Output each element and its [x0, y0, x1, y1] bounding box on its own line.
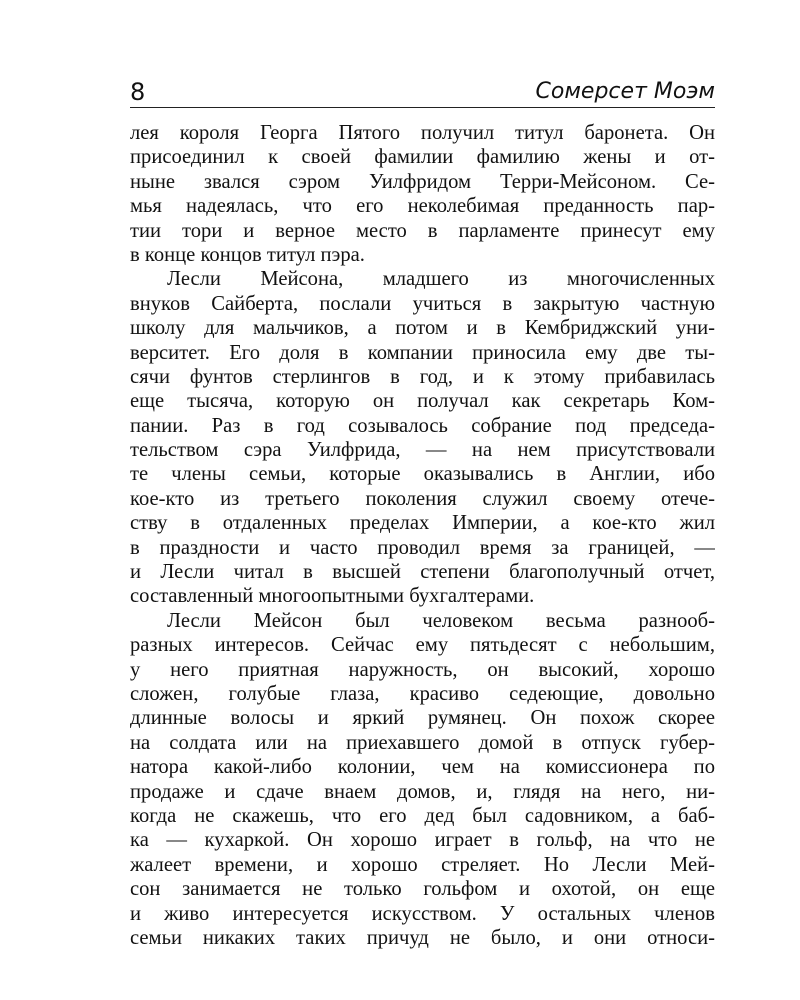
text-line: в конце концов титул пэра. — [130, 243, 365, 266]
text-line: продаже и сдаче внаем домов, и, глядя на него, ни- — [130, 780, 715, 803]
text-line: ка — кухаркой. Он хорошо играет в гольф, на что не — [130, 829, 715, 852]
text-line: сон занимается не только гольфом и охотой, он еще — [130, 878, 715, 901]
text-line: длинные волосы и яркий румянец. Он похож скорее — [130, 707, 715, 730]
text-line: составленный многоопытными бухгалтерами. — [130, 585, 535, 608]
text-line: те члены семьи, которые оказывались в Англии, ибо — [130, 463, 715, 486]
text-line: тельством сэра Уилфрида, — на нем присутствовали — [130, 439, 715, 462]
text-line: разных интересов. Сейчас ему пятьдесят с небольшим, — [130, 634, 715, 657]
text-line: школу для мальчиков, а потом и в Кембриджский уни- — [130, 317, 715, 340]
text-line: ныне звался сэром Уилфридом Терри-Мейсоном. Се- — [130, 170, 715, 193]
text-line: на солдата или на приехавшего домой в отпуск губер- — [130, 731, 715, 754]
text-line: жалеет времени, и хорошо стреляет. Но Лесли Мей- — [130, 853, 715, 876]
paragraph-3 — [130, 609, 715, 950]
text-line: когда не скажешь, что его дед был садовником, а баб- — [130, 804, 715, 827]
text-line: в праздности и часто проводил время за границей, — — [130, 536, 715, 559]
body-text — [130, 121, 715, 950]
header-rule — [130, 107, 715, 108]
text-line: верситет. Его доля в компании приносила ему две ты- — [130, 341, 715, 364]
text-line: и живо интересуется искусством. У остальных членов — [130, 902, 715, 925]
text-line: ству в отдаленных пределах Империи, а кое-кто жил — [130, 512, 715, 535]
text-line: сложен, голубые глаза, красиво седеющие, довольно — [130, 682, 715, 705]
text-line: Лесли Мейсон был человеком весьма разнооб- — [167, 609, 715, 632]
text-line: натора какой-либо колонии, чем на комиссионера по — [130, 756, 715, 779]
text-line: и Лесли читал в высшей степени благополучный отчет, — [130, 561, 715, 584]
text-line: семьи никаких таких причуд не было, и они относи- — [130, 926, 715, 949]
text-line: пании. Раз в год созывалось собрание под председа- — [130, 414, 715, 437]
text-line: присоединил к своей фамилии фамилию жены и от- — [130, 146, 715, 169]
page-number: 8 — [130, 78, 146, 106]
text-line: Лесли Мейсона, младшего из многочисленных — [167, 268, 715, 291]
text-line: тии тори и верное место в парламенте принесут ему — [130, 219, 715, 242]
paragraph-1 — [130, 121, 715, 267]
text-line: мья надеялась, что его неколебимая преданность пар- — [130, 195, 715, 218]
text-line: лея короля Георга Пятого получил титул баронета. Он — [130, 122, 715, 144]
text-line: еще тысяча, которую он получал как секретарь Ком- — [130, 390, 715, 413]
text-line: кое-кто из третьего поколения служил своему отече- — [130, 487, 715, 510]
text-line: у него приятная наружность, он высокий, хорошо — [130, 658, 715, 681]
paragraph-2 — [130, 267, 715, 608]
text-line: внуков Сайберта, послали учиться в закрытую частную — [130, 292, 715, 315]
running-head — [130, 78, 715, 108]
text-line: сячи фунтов стерлингов в год, и к этому прибавилась — [130, 365, 715, 388]
running-title: Сомерсет Моэм — [535, 79, 715, 104]
